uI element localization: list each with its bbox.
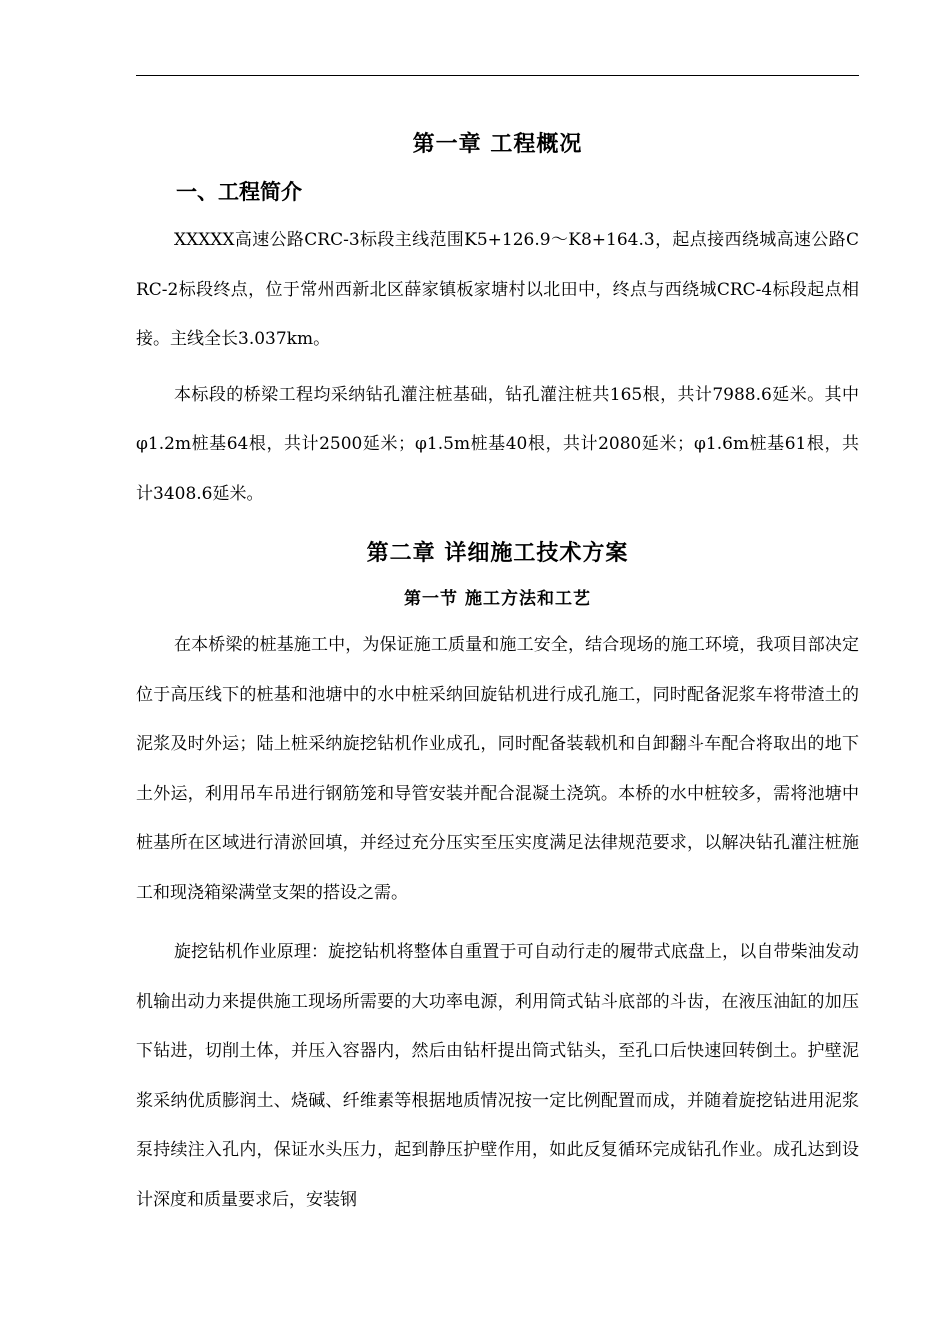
pile-foundation-paragraph: 本标段的桥梁工程均采纳钻孔灌注桩基础，钻孔灌注桩共165根，共计7988.6延米。其中 φ1.2m桩基64根，共计2500延米；φ1.5m桩基40根，共计2080延米；φ1.6m桩基61根，共计3408.6延米。 [136,384,859,504]
document-body [136,120,859,1225]
section-1-title: 一、工程简介 [176,179,302,204]
construction-method-paragraph: 在本桥梁的桩基施工中，为保证施工质量和施工安全，结合现场的施工环境，我项目部决定位于高压线下的桩基和池塘中的水中桩采纳回旋钻机进行成孔施工，同时配备泥浆车将带渣土的泥浆及时外运；陆上桩采纳旋挖钻机作业成孔，同时配备装载机和自卸翻斗车配合将取出的地下土外运，利用吊车吊进行钢筋笼和导管安装并配合混凝土浇筑。本桥的水中桩较多，需将池塘中桩基所在区域进行清淤回填，并经过充分压实至压实度满足法律规范要求，以解决钻孔灌注桩施工和现浇箱梁满堂支架的搭设之需。 [136,635,859,903]
rotary-drill-principle-paragraph: 旋挖钻机作业原理：旋挖钻机将整体自重置于可自动行走的履带式底盘上，以自带柴油发动机输出动力来提供施工现场所需要的大功率电源，利用筒式钻斗底部的斗齿，在液压油缸的加压下钻进，切削土体，并压入容器内，然后由钻杆提出筒式钻头，至孔口后快速回转倒土。护壁泥浆采纳优质膨润土、烧碱、纤维素等根据地质情况按一定比例配置而成，并随着旋挖钻进用泥浆泵持续注入孔内，保证水头压力，起到静压护壁作用，如此反复循环完成钻孔作业。成孔达到设计深度和质量要求后，安装钢 [136,942,859,1210]
header-rule [136,75,859,76]
chapter-2-title: 第二章 详细施工技术方案 [366,540,629,566]
chapter-2-section-1-title: 第一节 施工方法和工艺 [404,589,591,609]
project-overview-paragraph: XXXXX高速公路CRC-3标段主线范围K5+126.9～K8+164.3，起点接西绕城高速公路CRC-2标段终点，位于常州西新北区薛家镇板家塘村以北田中，终点与西绕城CRC-4标段起点相接。主线全长3.037km。 [136,230,859,349]
chapter-1-title: 第一章 工程概况 [412,131,583,157]
